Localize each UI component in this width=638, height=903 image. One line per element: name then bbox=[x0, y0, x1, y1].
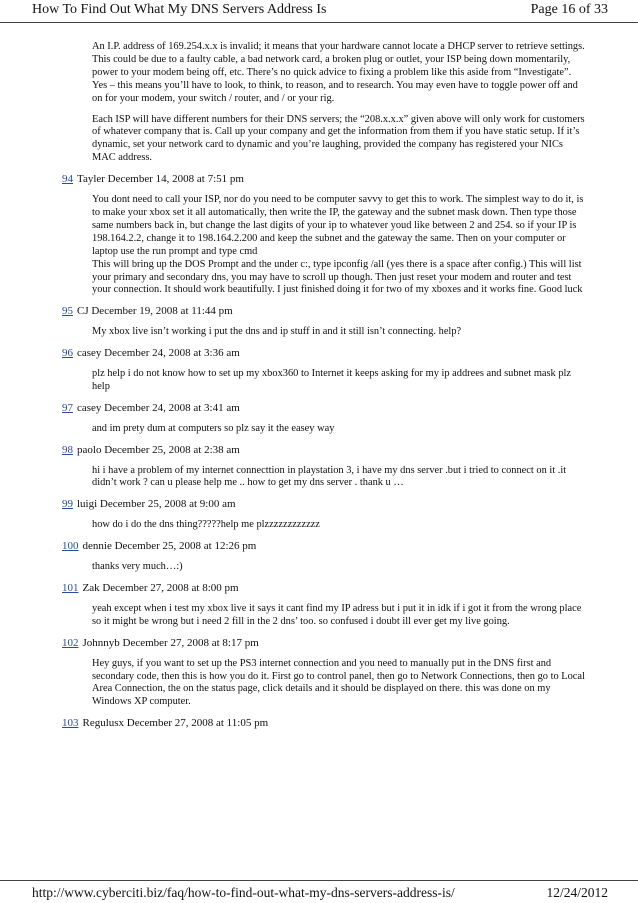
comment-header bbox=[62, 402, 586, 415]
comment-body: yeah except when i test my xbox live it says it cant find my IP adress but i put it in idk if i got it from the wrong place so it might be wrong but i need 2 fill in the 2 dns’ too. so confused i doubt ill ever get my live going. bbox=[92, 602, 582, 627]
comment-author-date: Zak December 27, 2008 at 8:00 pm bbox=[82, 582, 239, 594]
page-number: Page 16 of 33 bbox=[530, 2, 608, 17]
page-footer bbox=[0, 880, 638, 903]
comment bbox=[62, 540, 586, 574]
comment-number-link[interactable]: 103 bbox=[62, 717, 79, 730]
comment-header bbox=[62, 347, 586, 360]
intro-paragraph: Each ISP will have different numbers for their DNS servers; the “208.x.x.x” given above will only work for customers of whatever company that is. Call up your company and get the information from them if you have static setup. If it’s dynamic, set your network card to dynamic and you’re laughing, provided the company has registered your NICs MAC address. bbox=[92, 113, 585, 164]
comment-number-link[interactable]: 94 bbox=[62, 173, 73, 186]
comment-author-date: dennie December 25, 2008 at 12:26 pm bbox=[82, 540, 257, 553]
comment-number-link[interactable]: 96 bbox=[62, 347, 73, 360]
document-title: How To Find Out What My DNS Servers Address Is bbox=[32, 2, 327, 17]
comment bbox=[62, 173, 586, 297]
comment-header bbox=[62, 582, 586, 595]
comment-list bbox=[62, 173, 586, 730]
comment-body: and im prety dum at computers so plz say it the easey way bbox=[92, 422, 335, 434]
comment-header bbox=[62, 637, 586, 650]
comment-author-date: Johnnyb December 27, 2008 at 8:17 pm bbox=[82, 636, 259, 649]
comment-number-link[interactable]: 101 bbox=[62, 582, 79, 594]
page-content bbox=[62, 41, 586, 738]
comment-body: thanks very much…:) bbox=[92, 561, 183, 573]
comment-author-date: luigi December 25, 2008 at 9:00 am bbox=[77, 498, 236, 511]
comment bbox=[62, 347, 586, 394]
comment-author-date: casey December 24, 2008 at 3:41 am bbox=[77, 401, 240, 414]
comment-header bbox=[62, 444, 586, 457]
comment bbox=[62, 444, 586, 491]
page-header bbox=[0, 0, 638, 23]
comment bbox=[62, 305, 586, 339]
comment bbox=[62, 717, 586, 730]
comment bbox=[62, 402, 586, 436]
comment-body: hi i have a problem of my internet connecttion in playstation 3, i have my dns server .but i tried to connect on it .it didn’t work ? can u please help me .. how to get my dns server . thank u … bbox=[92, 464, 567, 489]
comment-header bbox=[62, 498, 586, 511]
comment-number-link[interactable]: 98 bbox=[62, 443, 73, 456]
comment-number-link[interactable]: 100 bbox=[62, 540, 79, 553]
comment-header bbox=[62, 173, 586, 186]
source-url[interactable]: http://www.cyberciti.biz/faq/how-to-find-out-what-my-dns-servers-address-is/ bbox=[32, 885, 455, 900]
comment-body: You dont need to call your ISP, nor do you need to be computer savvy to get this to work. The simplest way to do it, is to make your xbox set it all automatically, then write the IP, the gateway and the subnet mask down. Then type those same numbers back in, but change the last digits of your ip to whatever youd like between 2 and 254. so if your IP is 198.164.2.2, change it to 198.164.2.200 and keep the subnet and the gateway the same. Then on your computer or laptop use the run prompt and type cmd This will bring up the DOS Prompt and the under c:, type ipconfig /all (yes there is a space after config.) This will list your primary and secondary dns, you may have to scroll up though. Then just reset your modem and router and test your connection. It should work beautifully. I just finished doing it for two of my xboxes and it works fine. Good luck bbox=[92, 194, 584, 296]
comment-author-date: casey December 24, 2008 at 3:36 am bbox=[77, 347, 240, 360]
comment-header bbox=[62, 305, 586, 318]
comment-body: plz help i do not know how to set up my xbox360 to Internet it keeps asking for my ip addrees and subnet mask plz help bbox=[92, 368, 572, 392]
intro-paragraph: An I.P. address of 169.254.x.x is invalid; it means that your hardware cannot locate a DHCP server to retrieve settings. This could be due to a faulty cable, a bad network card, a broken plug or outlet, your ISP being down momentarily, power to your modem being off, etc. There’s no quick advice to fixing a problem like this aside from “Investigate”. Yes – this means you’ll have to look, to think, to reason, and to research. You may even have to toggle power off and on for your modem, your switch / router, and / or your rig. bbox=[92, 41, 585, 104]
comment-author-date: paolo December 25, 2008 at 2:38 am bbox=[77, 443, 240, 456]
comment-header bbox=[62, 717, 586, 730]
comment-number-link[interactable]: 95 bbox=[62, 305, 73, 318]
comment-author-date: Tayler December 14, 2008 at 7:51 pm bbox=[77, 173, 244, 186]
comment-body: how do i do the dns thing?????help me plzzzzzzzzzzzz bbox=[92, 519, 320, 531]
comment-author-date: CJ December 19, 2008 at 11:44 pm bbox=[77, 305, 233, 318]
comment-body: My xbox live isn’t working i put the dns and ip stuff in and it still isn’t connecting. help? bbox=[92, 326, 462, 338]
comment-body: Hey guys, if you want to set up the PS3 internet connection and you need to manually put in the DNS first and secondary code, then this is how you do it. First go to control panel, then go to Network Connections, then go to Local Area Connection, the on the status page, click details and it should be displayed on there. this was done on my Windows XP computer. bbox=[92, 657, 585, 708]
print-date: 12/24/2012 bbox=[546, 885, 608, 900]
comment bbox=[62, 637, 586, 710]
comment-number-link[interactable]: 97 bbox=[62, 401, 73, 414]
comment-number-link[interactable]: 102 bbox=[62, 636, 79, 649]
comment-header bbox=[62, 540, 586, 553]
comment-author-date: Regulusx December 27, 2008 at 11:05 pm bbox=[82, 717, 269, 730]
comment bbox=[62, 582, 586, 629]
comment-number-link[interactable]: 99 bbox=[62, 498, 73, 511]
comment bbox=[62, 498, 586, 532]
